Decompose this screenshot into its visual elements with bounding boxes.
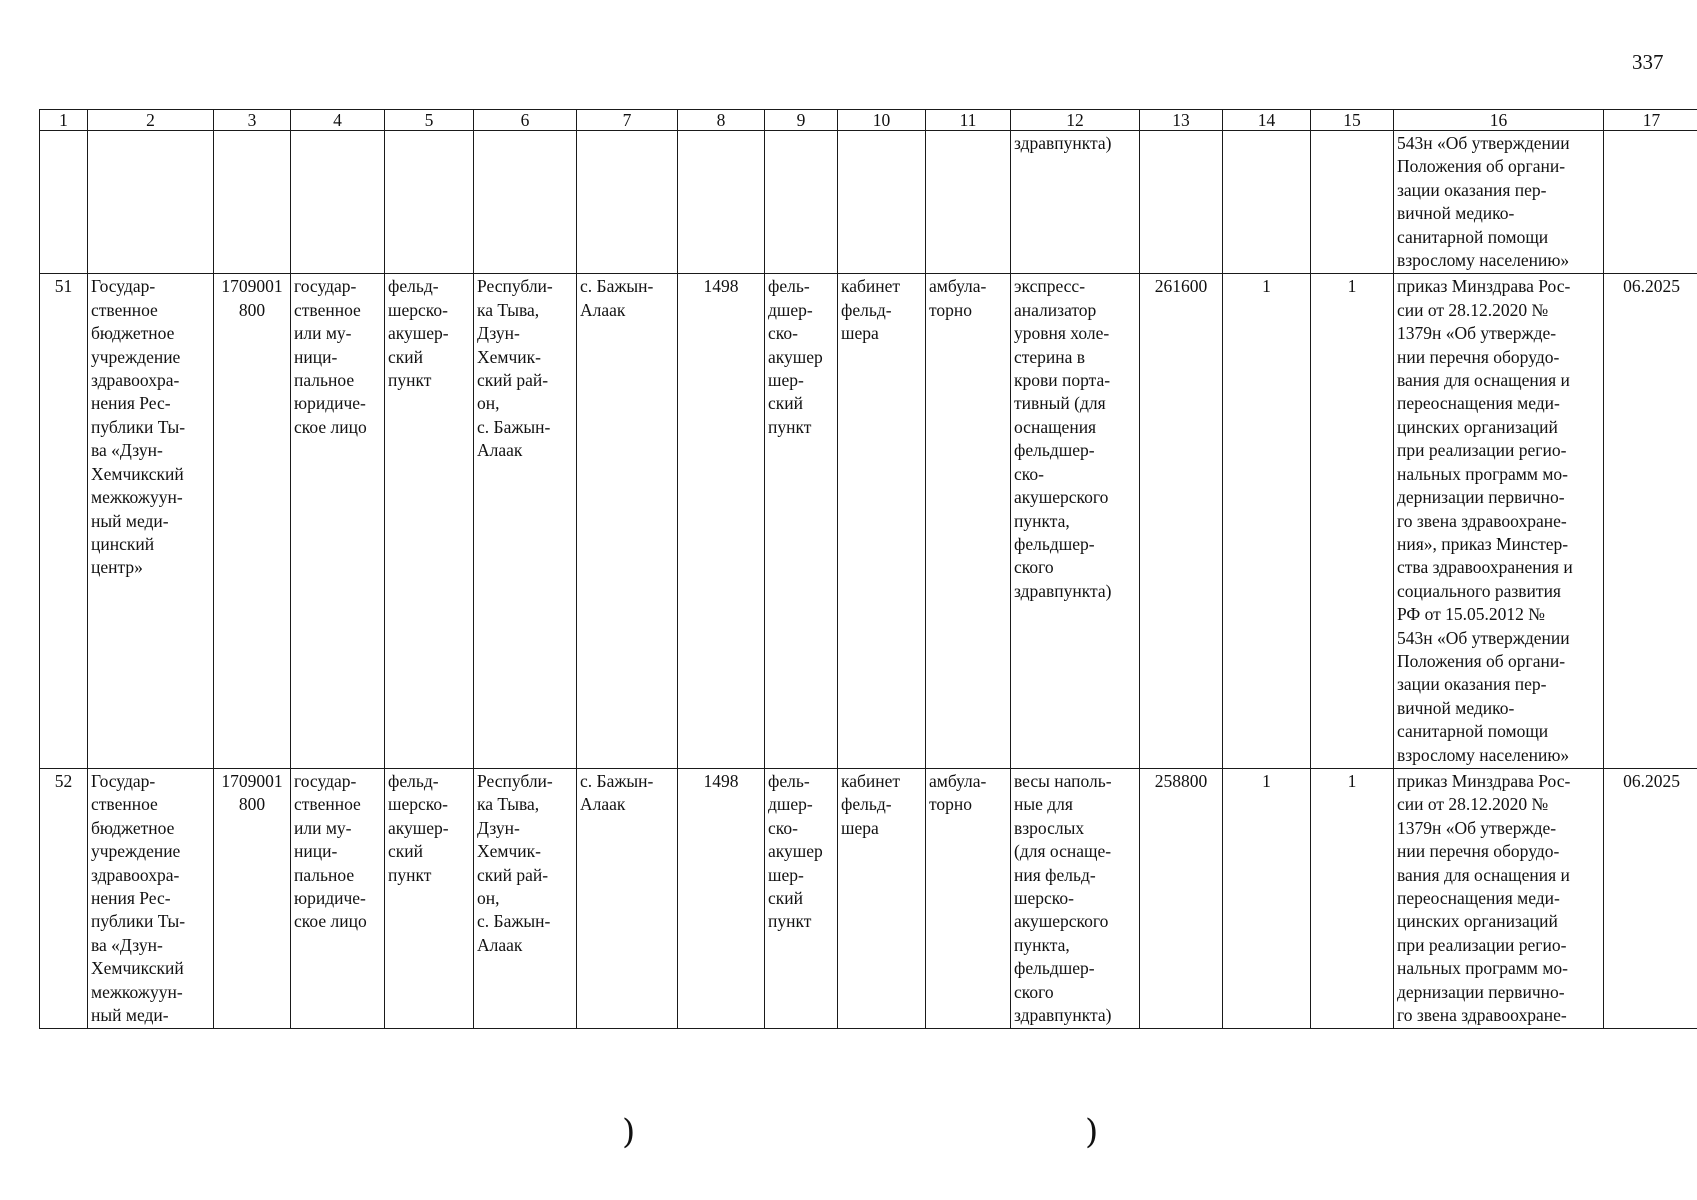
data-table [39, 109, 1697, 1029]
cell-qty-a [1223, 131, 1311, 274]
cell-legal-form: государ- ственное или му- ници- пальное юридиче- ское лицо [291, 274, 385, 769]
cell-unit-type: фельд- шерско- акушер- ский пункт [385, 768, 474, 1028]
cell-population: 1498 [678, 274, 765, 769]
cell-institution [88, 131, 214, 274]
header-cell: 4 [291, 110, 385, 131]
header-cell: 15 [1311, 110, 1394, 131]
cell-deadline: 06.2025 [1604, 274, 1697, 769]
cell-institution: Государ- ственное бюджетное учреждение здравоохра- нения Рес- публики Ты- ва «Дзун- Хемчикский межкожуун- ный меди- цинский центр» [88, 274, 214, 769]
header-cell: 1 [40, 110, 88, 131]
cell-population: 1498 [678, 768, 765, 1028]
cell-equipment: здравпункта) [1011, 131, 1140, 274]
cell-legal-form [291, 131, 385, 274]
cell-equipment: весы наполь- ные для взрослых (для оснаще- ния фельд- шерско- акушерского пункта, фельдшер- ского здравпункта) [1011, 768, 1140, 1028]
cell-facility: фель- дшер- ско- акушер шер- ский пункт [765, 768, 838, 1028]
cell-institution: Государ- ственное бюджетное учреждение здравоохра- нения Рес- публики Ты- ва «Дзун- Хемчикский межкожуун- ный меди- [88, 768, 214, 1028]
cell-care-mode [926, 131, 1011, 274]
header-cell: 5 [385, 110, 474, 131]
table-row [40, 274, 1697, 769]
cell-room: кабинет фельд- шера [838, 768, 926, 1028]
header-cell: 14 [1223, 110, 1311, 131]
header-cell: 16 [1394, 110, 1604, 131]
cell-qty-b: 1 [1311, 768, 1394, 1028]
cell-address: Республи- ка Тыва, Дзун- Хемчик- ский рай- он, с. Бажын- Алаак [474, 274, 577, 769]
cell-price: 261600 [1140, 274, 1223, 769]
header-cell: 9 [765, 110, 838, 131]
cell-price: 258800 [1140, 768, 1223, 1028]
header-cell: 12 [1011, 110, 1140, 131]
cell-price [1140, 131, 1223, 274]
cell-room: кабинет фельд- шера [838, 274, 926, 769]
cell-address: Республи- ка Тыва, Дзун- Хемчик- ский рай- он, с. Бажын- Алаак [474, 768, 577, 1028]
cell-no: 51 [40, 274, 88, 769]
cell-no [40, 131, 88, 274]
page-mark: ) [622, 1112, 636, 1152]
cell-care-mode: амбула- торно [926, 768, 1011, 1028]
cell-settlement [577, 131, 678, 274]
cell-no: 52 [40, 768, 88, 1028]
cell-care-mode: амбула- торно [926, 274, 1011, 769]
page-number: 337 [1632, 50, 1664, 74]
cell-code [214, 131, 291, 274]
header-cell: 13 [1140, 110, 1223, 131]
header-cell: 2 [88, 110, 214, 131]
cell-population [678, 131, 765, 274]
header-cell: 11 [926, 110, 1011, 131]
page-mark: ) [1085, 1112, 1099, 1152]
cell-unit-type: фельд- шерско- акушер- ский пункт [385, 274, 474, 769]
header-cell: 8 [678, 110, 765, 131]
cell-qty-a: 1 [1223, 274, 1311, 769]
cell-code: 1709001 800 [214, 274, 291, 769]
cell-address [474, 131, 577, 274]
cell-basis: 543н «Об утверждении Положения об органи- зации оказания пер- вичной медико- санитарной помощи взрослому населению» [1394, 131, 1604, 274]
table-row [40, 768, 1697, 1028]
header-cell: 3 [214, 110, 291, 131]
cell-deadline [1604, 131, 1697, 274]
cell-legal-form: государ- ственное или му- ници- пальное юридиче- ское лицо [291, 768, 385, 1028]
header-cell: 17 [1604, 110, 1697, 131]
table-row [40, 131, 1697, 274]
cell-unit-type [385, 131, 474, 274]
cell-basis: приказ Минздрава Рос- сии от 28.12.2020 № 1379н «Об утвержде- нии перечня оборудо- вания для оснащения и переоснащения меди- цинских организаций при реализации регио- нальных программ мо- дернизации первично- го звена здравоохране- [1394, 768, 1604, 1028]
header-cell: 6 [474, 110, 577, 131]
cell-equipment: экспресс- анализатор уровня холе- стерина в крови порта- тивный (для оснащения фельдшер- ско- акушерского пункта, фельдшер- ского здравпункта) [1011, 274, 1140, 769]
cell-room [838, 131, 926, 274]
cell-qty-b [1311, 131, 1394, 274]
cell-code: 1709001 800 [214, 768, 291, 1028]
cell-settlement: с. Бажын- Алаак [577, 768, 678, 1028]
cell-facility: фель- дшер- ско- акушер шер- ский пункт [765, 274, 838, 769]
cell-facility [765, 131, 838, 274]
cell-qty-a: 1 [1223, 768, 1311, 1028]
cell-basis: приказ Минздрава Рос- сии от 28.12.2020 № 1379н «Об утвержде- нии перечня оборудо- вания для оснащения и переоснащения меди- цинских организаций при реализации регио- нальных программ мо- дернизации первично- го звена здравоохране- ния», приказ Минстер- ства здравоохранения и социального развития РФ от 15.05.2012 № 543н «Об утверждении Положения об органи- зации оказания пер- вичной медико- санитарной помощи взрослому населению» [1394, 274, 1604, 769]
header-row [40, 110, 1697, 131]
header-cell: 7 [577, 110, 678, 131]
header-cell: 10 [838, 110, 926, 131]
cell-settlement: с. Бажын- Алаак [577, 274, 678, 769]
cell-deadline: 06.2025 [1604, 768, 1697, 1028]
cell-qty-b: 1 [1311, 274, 1394, 769]
